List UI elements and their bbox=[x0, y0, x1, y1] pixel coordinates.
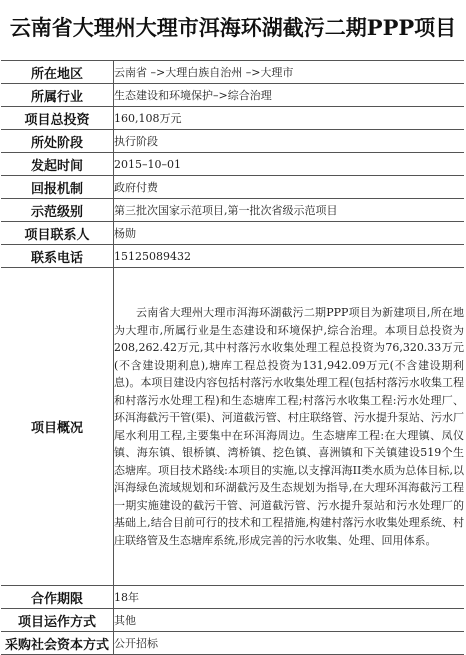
row-label-start-date: 发起时间 bbox=[1, 153, 114, 176]
row-value-return-mechanism: 政府付费 bbox=[114, 176, 465, 199]
row-value-stage: 执行阶段 bbox=[114, 130, 465, 153]
row-value-contact-person: 杨勋 bbox=[114, 222, 465, 245]
project-info-table bbox=[1, 60, 464, 655]
table-row bbox=[1, 199, 464, 222]
table-row bbox=[1, 107, 464, 130]
row-label-demo-level: 示范级别 bbox=[1, 199, 114, 222]
row-label-contact-person: 项目联系人 bbox=[1, 222, 114, 245]
row-value-total-investment: 160,108万元 bbox=[114, 107, 465, 130]
table-row bbox=[1, 268, 464, 586]
row-label-total-investment: 项目总投资 bbox=[1, 107, 114, 130]
row-label-overview: 项目概况 bbox=[1, 268, 114, 586]
table-row bbox=[1, 61, 464, 84]
table-row bbox=[1, 84, 464, 107]
table-row bbox=[1, 245, 464, 268]
row-label-procurement-method: 采购社会资本方式 bbox=[1, 632, 114, 655]
row-value-phone: 15125089432 bbox=[114, 245, 465, 268]
table-row bbox=[1, 609, 464, 632]
row-value-cooperation-period: 18年 bbox=[114, 586, 465, 609]
row-label-phone: 联系电话 bbox=[1, 245, 114, 268]
row-value-operation-mode: 其他 bbox=[114, 609, 465, 632]
row-label-industry: 所属行业 bbox=[1, 84, 114, 107]
table-row bbox=[1, 586, 464, 609]
row-label-return-mechanism: 回报机制 bbox=[1, 176, 114, 199]
table-row bbox=[1, 632, 464, 655]
row-value-region: 云南省 –>大理白族自治州 –>大理市 bbox=[114, 61, 465, 84]
row-value-industry: 生态建设和环境保护–>综合治理 bbox=[114, 84, 465, 107]
table-row bbox=[1, 130, 464, 153]
row-label-region: 所在地区 bbox=[1, 61, 114, 84]
row-label-operation-mode: 项目运作方式 bbox=[1, 609, 114, 632]
overview-text: 云南省大理州大理市洱海环湖截污二期PPP项目为新建项目,所在地为大理市,所属行业是生态建设和环境保护,综合治理。本项目总投资为208,262.42万元,其中村落污水收集处理工程总投资为76,320.33万元(不含建设期利息),塘库工程总投资为131,942.09万元(不含建设期利息)。本项目建设内容包括村落污水收集处理工程(包括村落污水收集工程和村落污水处理工程)和生态塘库工程;村落污水收集工程:污水处理厂、环洱海截污干管(渠)、河道截污管、村庄联络管、污水提升泵站、污水厂尾水利用工程,主要集中在环洱海周边。生态塘库工程:在大理镇、凤仪镇、海东镇、银桥镇、湾桥镇、挖色镇、喜洲镇和下关镇建设519个生态塘库。项目技术路线:本项目的实施,以支撑洱海II类水质为总体目标,以洱海绿色流域规划和环湖截污及生态规划为指导,在大理环洱海截污工程一期实施建设的截污干管、河道截污管、污水提升泵站和污水处理厂的基础上,结合目前可行的技术和工程措施,构建村落污水收集处理系统、村庄联络管及生态塘库系统,形成完善的污水收集、处理、回用体系。 bbox=[114, 306, 464, 547]
row-value-demo-level: 第三批次国家示范项目,第一批次省级示范项目 bbox=[114, 199, 465, 222]
page-title: 云南省大理州大理市洱海环湖截污二期PPP项目 bbox=[9, 15, 457, 40]
table-row bbox=[1, 153, 464, 176]
row-value-overview bbox=[114, 268, 465, 586]
row-value-procurement-method: 公开招标 bbox=[114, 632, 465, 655]
table-row bbox=[1, 176, 464, 199]
row-label-cooperation-period: 合作期限 bbox=[1, 586, 114, 609]
row-label-stage: 所处阶段 bbox=[1, 130, 114, 153]
row-value-start-date: 2015–10–01 bbox=[114, 153, 465, 176]
table-row bbox=[1, 222, 464, 245]
